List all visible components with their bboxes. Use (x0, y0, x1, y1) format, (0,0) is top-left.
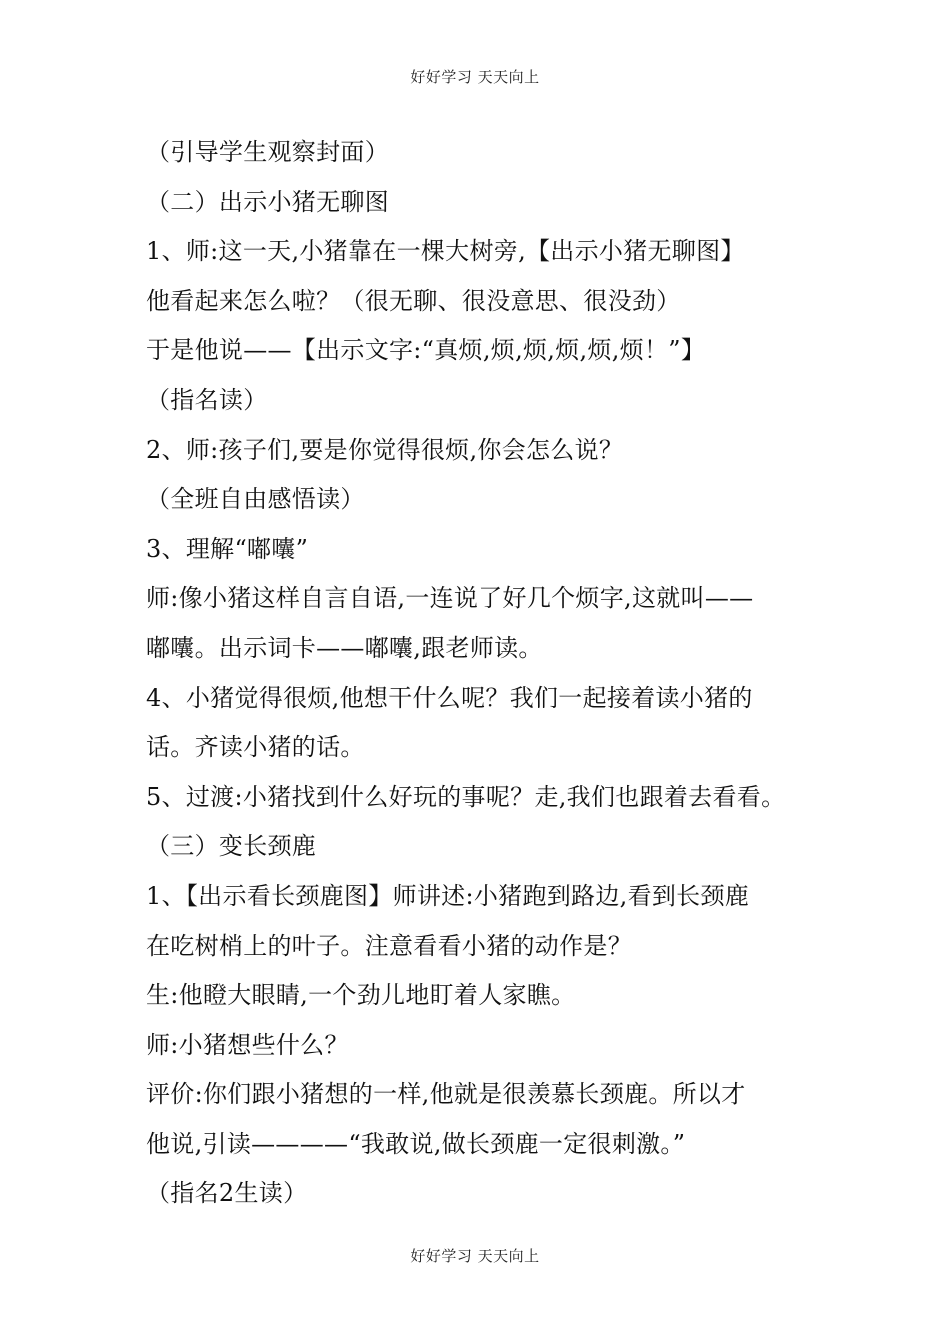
section-heading: （三）变长颈鹿 (146, 832, 317, 861)
text-line: 他说,引读————“我敢说,做长颈鹿一定很刺激。” (146, 1129, 686, 1158)
text-line: 3、理解“嘟囔” (146, 534, 309, 563)
text-line: 师:小猪想些什么？ (146, 1030, 349, 1059)
text-line: 评价:你们跟小猪想的一样,他就是很羡慕长颈鹿。所以才 (146, 1080, 746, 1109)
text-line: （指名读） (146, 385, 268, 414)
document-body (146, 128, 816, 1219)
text-line: 生:他瞪大眼睛,一个劲儿地盯着人家瞧。 (146, 981, 576, 1010)
text-line: 5、过渡:小猪找到什么好玩的事呢？走,我们也跟着去看看。 (146, 782, 786, 811)
section-heading: （二）出示小猪无聊图 (146, 187, 389, 216)
text-line: 嘟囔。出示词卡——嘟囔,跟老师读。 (146, 633, 543, 662)
text-line: （引导学生观察封面） (146, 138, 389, 166)
page-header: 好好学习 天天向上 (410, 68, 540, 86)
text-line: 2、师:孩子们,要是你觉得很烦,你会怎么说？ (146, 435, 624, 464)
text-line: 1、【出示看长颈鹿图】师讲述:小猪跑到路边,看到长颈鹿 (146, 881, 750, 910)
text-line: 话。齐读小猪的话。 (146, 733, 365, 762)
text-line: 于是他说——【出示文字:“真烦,烦,烦,烦,烦,烦！”】 (146, 336, 706, 365)
text-line: 1、师:这一天,小猪靠在一棵大树旁,【出示小猪无聊图】 (146, 237, 745, 266)
text-line: 4、小猪觉得很烦,他想干什么呢？我们一起接着读小猪的 (146, 683, 753, 712)
page-footer: 好好学习 天天向上 (410, 1247, 540, 1265)
text-line: （全班自由感悟读） (146, 485, 365, 514)
text-line: 他看起来怎么啦？（很无聊、很没意思、很没劲） (146, 286, 681, 315)
text-line: （指名2生读） (146, 1179, 308, 1208)
text-line: 师:像小猪这样自言自语,一连说了好几个烦字,这就叫—— (146, 584, 754, 613)
text-line: 在吃树梢上的叶子。注意看看小猪的动作是？ (146, 931, 632, 960)
